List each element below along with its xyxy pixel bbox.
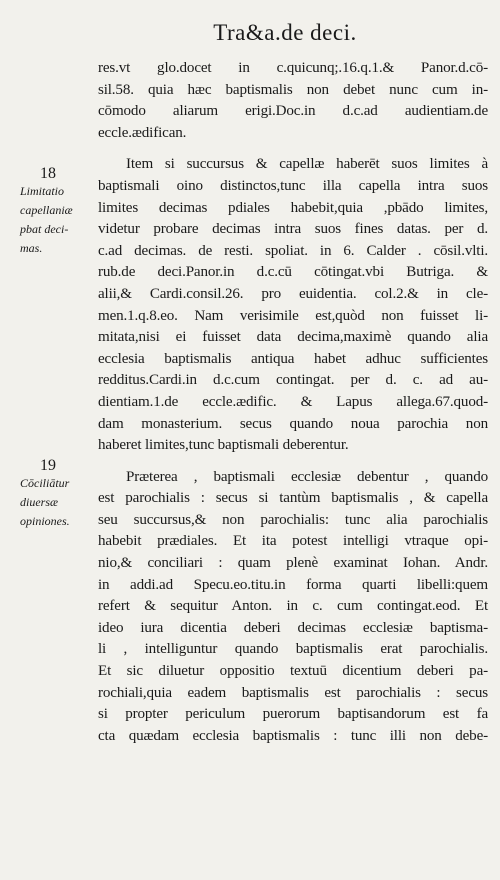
text-line: est parochialis : secus si tantùm baptismalis , & capella [98,490,488,507]
text-line: cta quædam ecclesia baptismalis : tunc illi non debe- [98,727,488,744]
text-line: rochiali,quia eadem baptismalis est parochialis : secus [98,684,488,701]
text-line: ideo iura dicentia deberi decimas ecclesiæ baptisma- [98,619,488,636]
text-line: si propter periculum puerorum baptisandorum est fa [98,706,488,723]
text-line: habebit prædiales. Et ita potest intelligi vtraque opi- [98,533,488,550]
text-line: redditus.Cardi.in d.c.cum contingat. per d. c. ad au- [98,372,488,389]
text-line: in addi.ad Specu.eo.titu.in forma quarti libelli:quem [98,576,488,593]
text-line: li , intelliguntur quando baptismalis erat parochialis. [98,641,488,658]
text-line: baptismali oino distinctos,tunc illa capella intra suos [98,177,488,194]
text-line: cōmodo aliarum erigi.Doc.in d.c.ad audientiam.de [98,103,488,120]
margin-note-gloss-line: mas. [20,241,43,255]
text-line: haberet limites,tunc baptismali deberentur. [98,437,349,454]
text-line: dam monasterium. secus quando noua parochia non [98,415,488,432]
paragraph-gap [98,457,488,467]
text-line: dientiam.1.de eccle.ædific. & Lapus allega.67.quod- [98,393,488,410]
margin-note-19 [20,458,96,531]
margin-note-gloss-line: capellaniæ [20,203,73,217]
text-line: limites decimas pdiales habebit,quia ,pbādo limites, [98,199,488,216]
text-line: videtur probare decimas intra suos fines datas. per d. [98,221,488,238]
text-line: c.ad decimas. de resti. spoliat. in 6. Calder . cōsil.vlti. [98,242,488,259]
text-line: rub.de deci.Panor.in d.c.cū cōtingat.vbi Butriga. & [98,264,488,281]
text-line: sil.58. quia hæc baptismalis non debet nunc cum in- [98,81,488,98]
text-line: men.1.q.8.eo. Nam verisimile est,quòd non fuisset li- [98,307,488,324]
paragraph-gap [98,144,488,154]
text-line: refert & sequitur Anton. in c. cum contingat.eod. Et [98,598,488,615]
text-line: Et sic diluetur oppositio textuū dicentium deberi pa- [98,663,488,680]
text-line: mitata,nisi ei fuisset data decima,maximè quando alia [98,329,488,346]
text-line: res.vt glo.docet in c.quicunq;.16.q.1.& Panor.d.cō- [98,60,488,76]
text-line: alii,& Cardi.consil.26. pro euidentia. col.2.& in cle- [98,285,488,302]
margin-note-gloss-line: pbat deci- [20,222,69,236]
running-head: Tra&a.de deci. [213,20,357,45]
body-text [98,58,488,747]
margin-note-gloss-line: opiniones. [20,514,70,528]
margin-note-gloss-line: diuersæ [20,495,59,509]
text-line: eccle.ædifican. [98,124,187,141]
text-line: Præterea , baptismali ecclesiæ debentur , quando [126,468,488,485]
margin-note-number: 19 [40,457,56,474]
margin-note-number: 18 [40,165,56,182]
margin-note-18 [20,166,96,258]
margin-note-gloss-line: Cōciliātur [20,476,70,490]
margin-note-gloss-line: Limitatio [20,184,65,198]
text-line: ecclesia baptismalis antiqua habet adhuc sufficientes [98,350,488,367]
text-line: nio,& conciliari : quam plenè examinat Iohan. Andr. [98,555,488,572]
text-line: seu succursus,& non parochialis: tunc alia parochialis [98,511,488,528]
text-line: Item si succursus & capellæ haberēt suos limites à [126,156,488,173]
